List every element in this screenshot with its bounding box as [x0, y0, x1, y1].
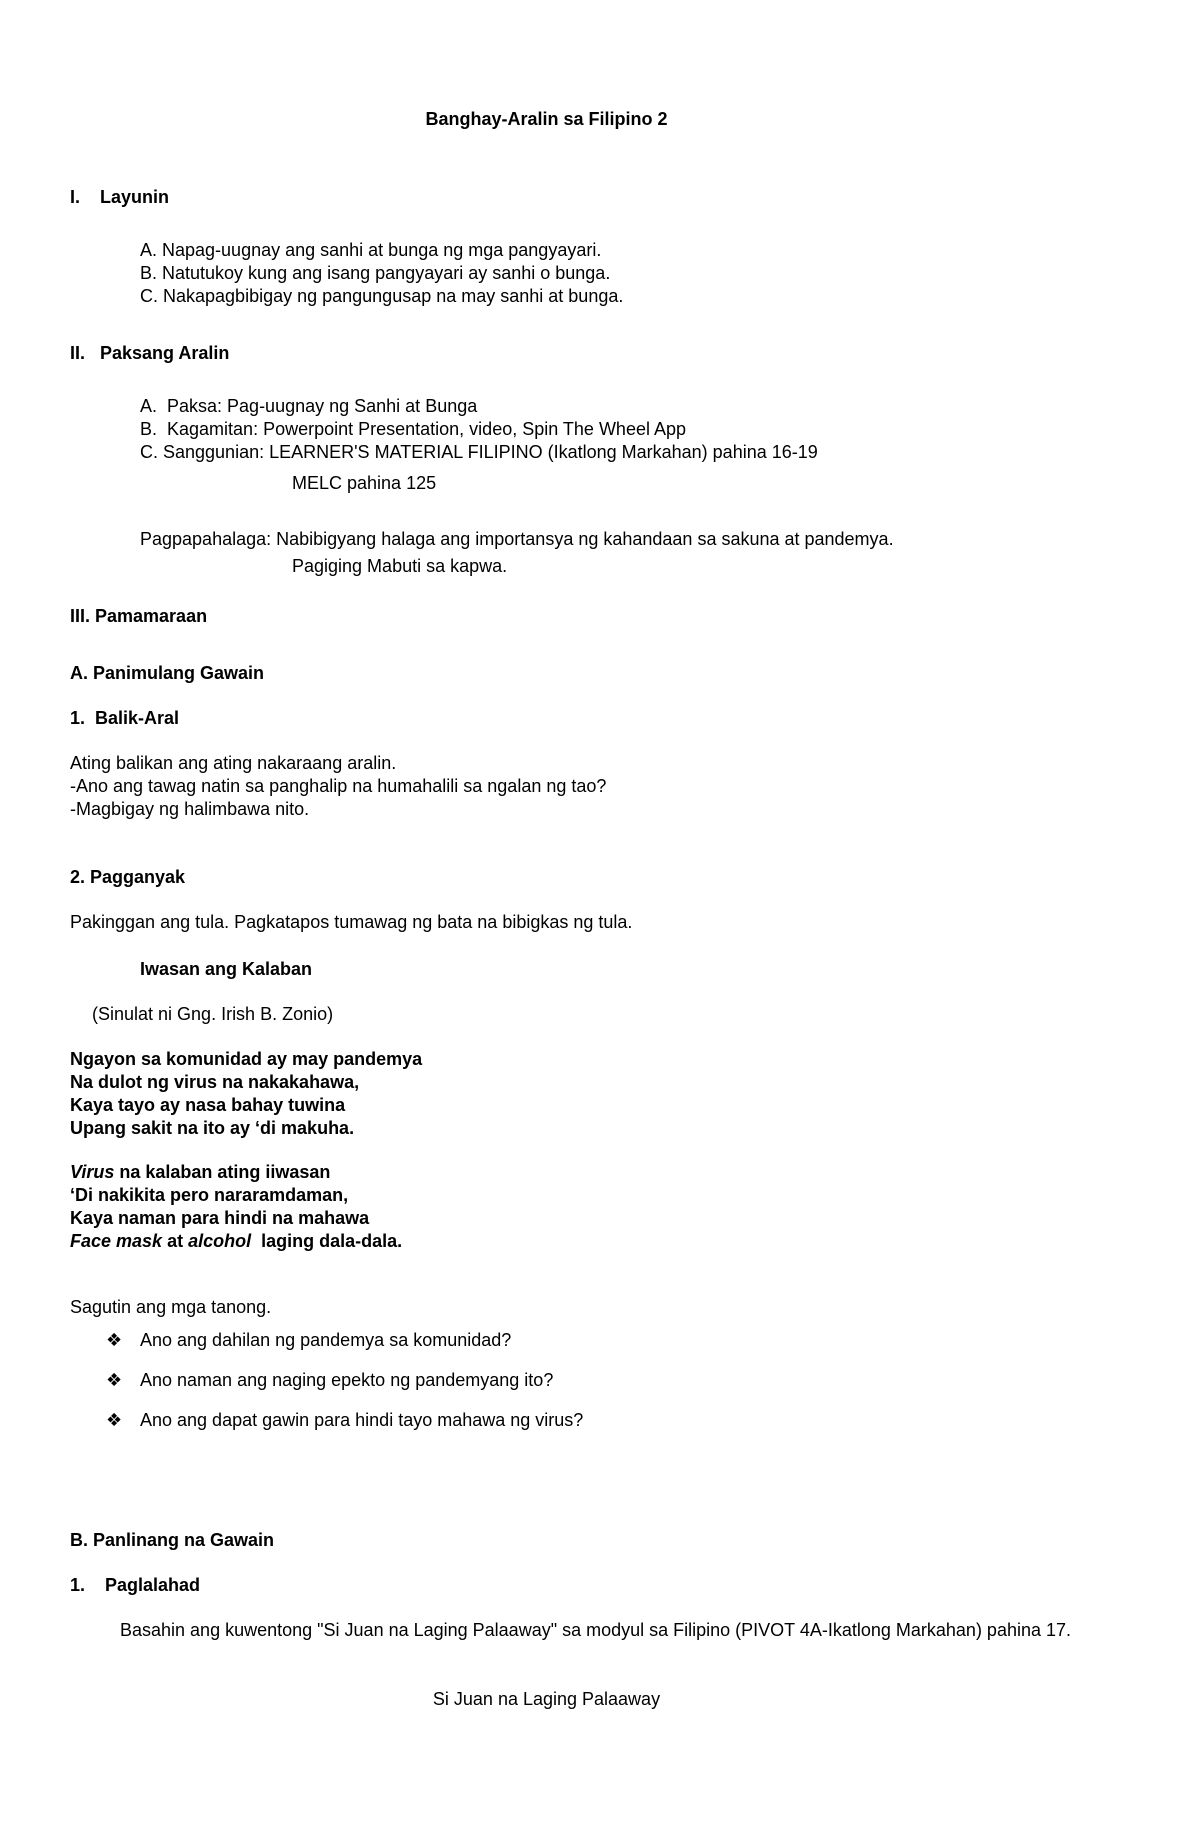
- question-text: Ano ang dahilan ng pandemya sa komunidad?: [140, 1330, 512, 1350]
- question-item: [0, 1329, 1200, 1359]
- questions-intro: Sagutin ang mga tanong.: [70, 1297, 272, 1317]
- layunin-heading: I. Layunin: [70, 187, 170, 207]
- layunin-item-b: B. Natutukoy kung ang isang pangyayari ay sanhi o bunga.: [140, 263, 611, 284]
- pagganyak-intro: Pakinggan ang tula. Pagkatapos tumawag ng bata na bibigkas ng tula.: [70, 912, 633, 932]
- balik-aral-heading: 1. Balik-Aral: [70, 708, 180, 728]
- pamamaraan-heading: III. Pamamaraan: [70, 606, 208, 626]
- poem-line: Kaya naman para hindi na mahawa: [70, 1208, 370, 1229]
- kagamitan-item: B. Kagamitan: Powerpoint Presentation, video, Spin The Wheel App: [140, 419, 686, 440]
- paksang-aralin-list: [140, 395, 818, 464]
- document-title: Banghay-Aralin sa Filipino 2: [425, 109, 668, 129]
- balik-aral-body: [70, 752, 606, 821]
- question-text: Ano naman ang naging epekto ng pandemyang ito?: [140, 1370, 554, 1390]
- story-title: Si Juan na Laging Palaaway: [432, 1689, 661, 1709]
- diamond-bullet-icon: ❖: [106, 1370, 123, 1390]
- layunin-list: [140, 239, 623, 308]
- diamond-bullet-icon: ❖: [106, 1410, 123, 1430]
- question-text: Ano ang dapat gawin para hindi tayo mahawa ng virus?: [140, 1410, 584, 1430]
- poem-line: Na dulot ng virus na nakakahawa,: [70, 1072, 360, 1093]
- poem-line: Upang sakit na ito ay ‘di makuha.: [70, 1118, 355, 1139]
- melc-reference: MELC pahina 125: [292, 473, 437, 493]
- question-item: [0, 1409, 1200, 1439]
- question-item: [0, 1369, 1200, 1399]
- poem-author: (Sinulat ni Gng. Irish B. Zonio): [92, 1004, 334, 1024]
- paglalahad-heading: 1. Paglalahad: [70, 1575, 201, 1595]
- pagganyak-heading: 2. Pagganyak: [70, 867, 186, 887]
- paglalahad-text: Basahin ang kuwentong "Si Juan na Laging Palaaway" sa modyul sa Filipino (PIVOT 4A-Ikatlong Markahan) pahina 17.: [120, 1620, 1072, 1640]
- pagpapahalaga-line-1: Pagpapahalaga: Nabibigyang halaga ang importansya ng kahandaan sa sakuna at pandemya.: [140, 529, 894, 549]
- sanggunian-item: C. Sanggunian: LEARNER'S MATERIAL FILIPINO (Ikatlong Markahan) pahina 16-19: [140, 442, 818, 463]
- poem-line: ‘Di nakikita pero nararamdaman,: [70, 1185, 349, 1206]
- layunin-item-a: A. Napag-uugnay ang sanhi at bunga ng mga pangyayari.: [140, 240, 602, 260]
- paksang-aralin-heading: II. Paksang Aralin: [70, 343, 230, 363]
- poem-stanza-1: [70, 1048, 422, 1140]
- poem-line: Kaya tayo ay nasa bahay tuwina: [70, 1095, 346, 1116]
- poem-line: Face mask at alcohol laging dala-dala.: [70, 1231, 403, 1252]
- panimulang-gawain-heading: A. Panimulang Gawain: [70, 663, 265, 683]
- diamond-bullet-icon: ❖: [106, 1330, 123, 1350]
- layunin-item-c: C. Nakapagbibigay ng pangungusap na may sanhi at bunga.: [140, 286, 624, 307]
- pagpapahalaga-line-2: Pagiging Mabuti sa kapwa.: [292, 556, 508, 576]
- poem-line: Virus na kalaban ating iiwasan: [70, 1162, 331, 1182]
- paksa-item: A. Paksa: Pag-uugnay ng Sanhi at Bunga: [140, 396, 478, 416]
- panlinang-na-gawain-heading: B. Panlinang na Gawain: [70, 1530, 275, 1550]
- balik-aral-line: -Ano ang tawag natin sa panghalip na humahalili sa ngalan ng tao?: [70, 776, 607, 797]
- balik-aral-line: Ating balikan ang ating nakaraang aralin.: [70, 753, 397, 773]
- balik-aral-line: -Magbigay ng halimbawa nito.: [70, 799, 310, 820]
- poem-stanza-2: [70, 1161, 402, 1253]
- poem-line: Ngayon sa komunidad ay may pandemya: [70, 1049, 423, 1069]
- poem-title: Iwasan ang Kalaban: [140, 959, 313, 979]
